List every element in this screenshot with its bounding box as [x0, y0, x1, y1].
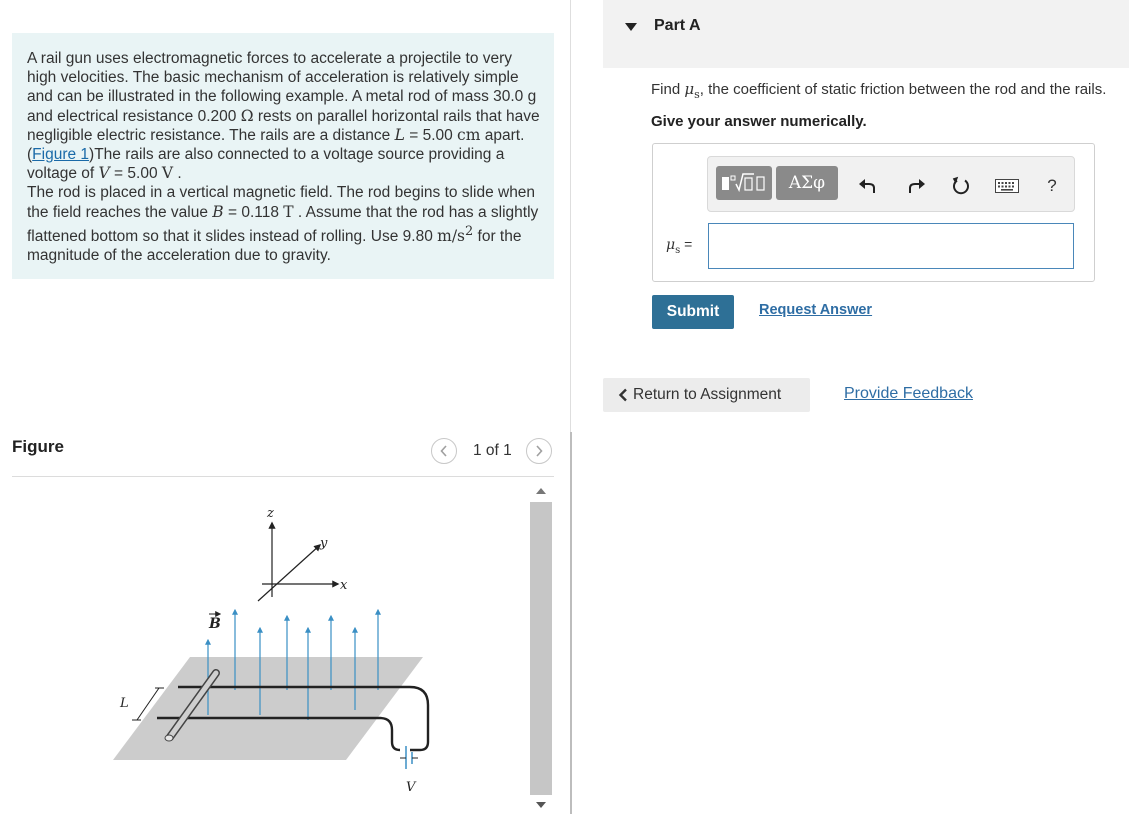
- chevron-left-icon: [618, 388, 628, 402]
- part-title: Part A: [654, 17, 701, 34]
- undo-button[interactable]: [856, 174, 880, 198]
- answer-instruction: Give your answer numerically.: [651, 113, 867, 130]
- redo-button[interactable]: [904, 174, 928, 198]
- figure-link[interactable]: Figure 1: [32, 146, 90, 164]
- svg-text:V: V: [406, 780, 416, 795]
- scroll-thumb[interactable]: [530, 502, 552, 795]
- figure-divider: [12, 476, 554, 477]
- scroll-up-icon[interactable]: [536, 488, 546, 494]
- B-field-label: [208, 614, 221, 632]
- math-toolbar: [707, 156, 1075, 212]
- voltage-source: [400, 746, 418, 795]
- rail-gun-diagram: [12, 480, 527, 814]
- pager-count: 1 of 1: [473, 442, 512, 459]
- redo-icon: [906, 177, 926, 195]
- templates-button[interactable]: [716, 166, 772, 200]
- scroll-down-icon[interactable]: [536, 802, 546, 808]
- reset-icon: [951, 176, 971, 196]
- svg-text:B: B: [209, 616, 221, 632]
- figure-image: [12, 480, 527, 814]
- z-axis-label: z: [267, 506, 274, 521]
- chevron-right-icon: [535, 445, 543, 457]
- next-figure-button[interactable]: [526, 438, 552, 464]
- figure-scrollbar[interactable]: [530, 482, 552, 814]
- answer-input[interactable]: [708, 223, 1074, 269]
- figure-pager: [431, 438, 552, 464]
- figure-heading: Figure: [12, 437, 64, 456]
- help-button[interactable]: ?: [1047, 176, 1057, 195]
- templates-icon: [720, 172, 768, 194]
- reset-button[interactable]: [949, 174, 973, 198]
- chevron-left-icon: [440, 445, 448, 457]
- y-axis-label: y: [320, 536, 328, 551]
- column-divider-accent: [570, 432, 572, 814]
- svg-text:L: L: [120, 696, 129, 711]
- axes: [258, 506, 348, 601]
- x-axis-label: x: [340, 578, 348, 593]
- keyboard-icon: [995, 179, 1019, 193]
- provide-feedback-link[interactable]: Provide Feedback: [844, 385, 973, 402]
- part-header[interactable]: [603, 0, 1129, 68]
- answer-label: $\mu_s$ =: [666, 236, 693, 256]
- problem-paragraph-1: A rail gun uses electromagnetic forces to accelerate a projectile to very high velocities. The basic mechanism of acceleration is relatively simple and can be illustrated in the following example. A metal rod of mass 30.0 g and electrical resistance 0.200 Ω rests on parallel horizontal rails that have negligible electric resistance. The rails are a distance L = 5.00 cm apart. (Figure 1)The rails are also connected to a voltage source providing a voltage of V = 5.00 V .: [27, 50, 540, 183]
- prev-figure-button[interactable]: [431, 438, 457, 464]
- problem-paragraph-2: The rod is placed in a vertical magnetic field. The rod begins to slide when the field reaches the value B = 0.118 T . Assume that the rod has a slightly flattened bottom so that it slides instead of rolling. Use 9.80 $m/s^2$ for the magnitude of the acceleration due to gravity.: [27, 184, 539, 265]
- keyboard-button[interactable]: [995, 174, 1019, 198]
- request-answer-link[interactable]: Request Answer: [759, 302, 873, 318]
- problem-statement: [12, 33, 554, 279]
- submit-button[interactable]: Submit: [652, 295, 734, 329]
- greek-symbols-button[interactable]: ΑΣφ: [776, 166, 838, 200]
- horizontal-plane: [113, 657, 423, 760]
- caret-down-icon[interactable]: [625, 23, 637, 31]
- undo-icon: [858, 177, 878, 195]
- answer-panel: [652, 143, 1095, 282]
- return-label: Return to Assignment: [633, 386, 782, 403]
- question-text: Find $\mu_s$, the coefficient of static friction between the rod and the rails.: [651, 80, 1107, 101]
- return-to-assignment-button[interactable]: [603, 378, 810, 412]
- y-axis: [258, 545, 320, 601]
